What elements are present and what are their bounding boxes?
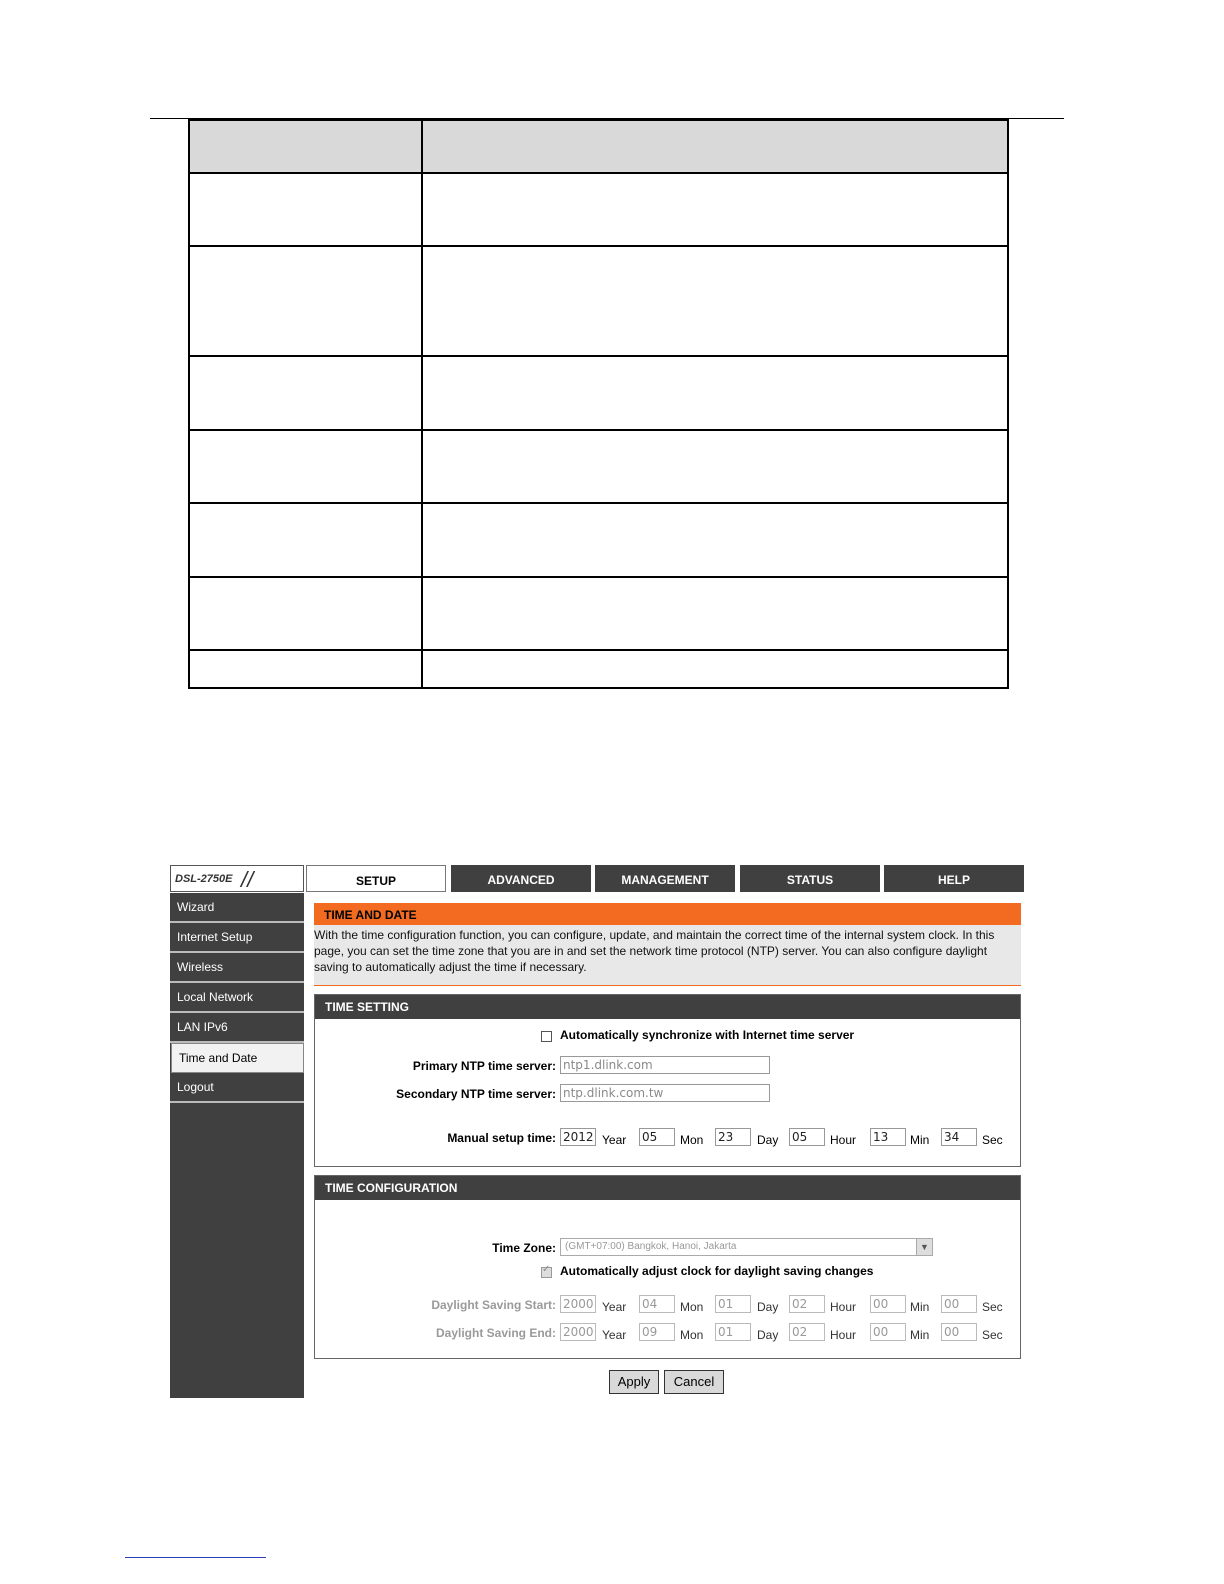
sidebar-item-local-network[interactable]: Local Network [170, 983, 304, 1013]
manual-hour-input[interactable]: 05 [789, 1128, 825, 1146]
hour-unit: Hour [830, 1300, 857, 1314]
table-cell [189, 430, 422, 503]
table-cell [189, 246, 422, 356]
time-zone-label: Time Zone: [492, 1241, 556, 1255]
page-title: TIME AND DATE [314, 903, 1021, 925]
manual-day-input[interactable]: 23 [715, 1128, 751, 1146]
mon-unit: Mon [680, 1300, 704, 1314]
apply-button[interactable]: Apply [609, 1370, 659, 1394]
auto-sync-label: Automatically synchronize with Internet time server [560, 1028, 855, 1042]
time-zone-value: (GMT+07:00) Bangkok, Hanoi, Jakarta [565, 1241, 737, 1252]
router-ui [170, 865, 1024, 1398]
intro-text: With the time configuration function, you can configure, update, and maintain the correct time of the internal system clock. In this page, you can set the time zone that you are in and set the network time protocol (NTP) server. You can also configure daylight saving to automatically adjust the time if necessary. [314, 925, 1021, 986]
sec-unit: Sec [982, 1300, 1003, 1314]
top-tabs [306, 865, 1024, 892]
year-unit: Year [602, 1328, 627, 1342]
dst-checkbox[interactable] [541, 1267, 552, 1278]
table-cell [422, 430, 1008, 503]
manual-min-input[interactable]: 13 [870, 1128, 906, 1146]
primary-ntp-label: Primary NTP time server: [412, 1059, 556, 1073]
table-header-cell [422, 120, 1008, 173]
manual-year-input[interactable]: 2012 [560, 1128, 596, 1146]
dst-start-year-input[interactable]: 2000 [560, 1295, 596, 1313]
hour-unit: Hour [830, 1328, 857, 1342]
sidebar-item-lan-ipv6[interactable]: LAN IPv6 [170, 1013, 304, 1043]
logo-slash-icon: / / [241, 867, 251, 892]
dst-end-hour-input[interactable]: 02 [789, 1323, 825, 1341]
sec-unit: Sec [982, 1328, 1003, 1342]
table-header-cell [189, 120, 422, 173]
dst-end-min-input[interactable]: 00 [870, 1323, 906, 1341]
tab-setup[interactable]: SETUP [306, 865, 446, 892]
table-cell [189, 577, 422, 650]
manual-time-label: Manual setup time: [447, 1131, 556, 1145]
table-cell [189, 503, 422, 577]
footer-link-underline [125, 1557, 266, 1558]
sidebar-item-logout[interactable]: Logout [170, 1073, 304, 1103]
year-unit: Year [602, 1133, 627, 1147]
dst-start-label: Daylight Saving Start: [431, 1298, 556, 1312]
time-configuration-heading: TIME CONFIGURATION [315, 1176, 1020, 1200]
time-setting-section [314, 994, 1021, 1167]
day-unit: Day [757, 1133, 779, 1147]
sidebar-item-wireless[interactable]: Wireless [170, 953, 304, 983]
auto-sync-checkbox[interactable] [541, 1031, 552, 1042]
time-zone-select[interactable] [560, 1238, 933, 1256]
dst-end-label: Daylight Saving End: [435, 1326, 556, 1340]
table-cell [422, 650, 1008, 688]
table-cell [422, 577, 1008, 650]
table-cell [189, 650, 422, 688]
table-cell [422, 503, 1008, 577]
time-setting-heading: TIME SETTING [315, 995, 1020, 1019]
mon-unit: Mon [680, 1328, 704, 1342]
dst-end-day-input[interactable]: 01 [715, 1323, 751, 1341]
min-unit: Min [910, 1328, 930, 1342]
dst-start-sec-input[interactable]: 00 [941, 1295, 977, 1313]
primary-ntp-input[interactable]: ntp1.dlink.com [560, 1056, 770, 1074]
time-configuration-section [314, 1175, 1021, 1359]
table-cell [422, 356, 1008, 430]
table-cell [189, 356, 422, 430]
cancel-button[interactable]: Cancel [664, 1370, 724, 1394]
day-unit: Day [757, 1300, 779, 1314]
sec-unit: Sec [982, 1133, 1003, 1147]
manual-sec-input[interactable]: 34 [941, 1128, 977, 1146]
secondary-ntp-input[interactable]: ntp.dlink.com.tw [560, 1084, 770, 1102]
mon-unit: Mon [680, 1133, 704, 1147]
dst-end-year-input[interactable]: 2000 [560, 1323, 596, 1341]
min-unit: Min [910, 1300, 930, 1314]
dst-label: Automatically adjust clock for daylight saving changes [560, 1264, 874, 1278]
year-unit: Year [602, 1300, 627, 1314]
logo-text: DSL-2750E [175, 873, 233, 885]
dst-end-sec-input[interactable]: 00 [941, 1323, 977, 1341]
chevron-down-icon[interactable]: ▼ [916, 1239, 932, 1255]
tab-status[interactable]: STATUS [740, 865, 880, 892]
sidebar-item-wizard[interactable]: Wizard [170, 893, 304, 923]
day-unit: Day [757, 1328, 779, 1342]
dst-start-day-input[interactable]: 01 [715, 1295, 751, 1313]
dst-start-min-input[interactable]: 00 [870, 1295, 906, 1313]
dst-start-hour-input[interactable]: 02 [789, 1295, 825, 1313]
secondary-ntp-label: Secondary NTP time server: [396, 1087, 556, 1101]
sidebar-item-time-and-date[interactable]: Time and Date [171, 1043, 304, 1073]
parameter-table [188, 119, 1009, 689]
hour-unit: Hour [830, 1133, 857, 1147]
table-cell [422, 173, 1008, 246]
tab-management[interactable]: MANAGEMENT [595, 865, 735, 892]
logo [170, 865, 304, 892]
table-cell [422, 246, 1008, 356]
main-content [314, 903, 1021, 1359]
dst-start-month-input[interactable]: 04 [639, 1295, 675, 1313]
manual-month-input[interactable]: 05 [639, 1128, 675, 1146]
table-cell [189, 173, 422, 246]
sidebar [170, 893, 304, 1398]
sidebar-item-internet-setup[interactable]: Internet Setup [170, 923, 304, 953]
min-unit: Min [910, 1133, 930, 1147]
dst-end-month-input[interactable]: 09 [639, 1323, 675, 1341]
tab-advanced[interactable]: ADVANCED [451, 865, 591, 892]
tab-help[interactable]: HELP [884, 865, 1024, 892]
